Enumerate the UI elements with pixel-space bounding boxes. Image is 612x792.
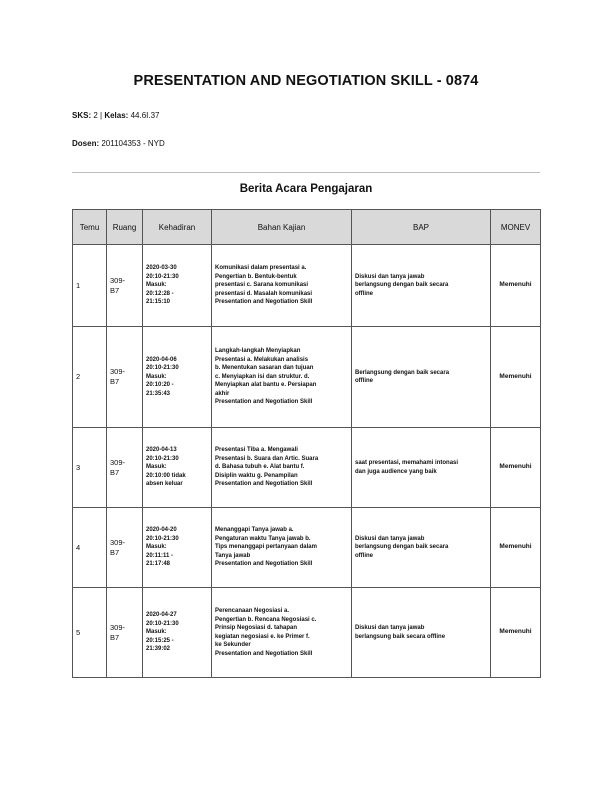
sks-value: 2 | [91, 111, 105, 120]
cell-bap-line: Diskusi dan tanya jawab [355, 625, 425, 631]
column-header-temu: Temu [73, 210, 107, 245]
cell-bahan-kajian [212, 428, 352, 508]
cell-bahan-kajian-line: Presentation and Negotiation Skill [215, 299, 313, 306]
cell-ruang-line: 309- [110, 622, 126, 632]
divider [72, 172, 540, 173]
cell-bap-line: berlangsung baik secara offline [355, 633, 446, 640]
cell-bahan-kajian-line: Pengertian b. Rencana Negosiasi c. [215, 616, 317, 623]
cell-bahan-kajian [212, 245, 352, 327]
column-header-bap: BAP [352, 210, 491, 245]
cell-ruang-line: 309- [110, 275, 126, 285]
cell-ruang-line: B7 [110, 467, 120, 477]
cell-kehadiran [143, 245, 212, 327]
cell-monev: Memenuhi [491, 508, 541, 588]
cell-ruang-line: B7 [110, 285, 120, 295]
cell-bahan-kajian-line: Perencanaan Negosiasi a. [215, 608, 290, 614]
cell-kehadiran-line: 2020-04-20 [146, 527, 177, 534]
cell-ruang-line: B7 [110, 632, 120, 642]
cell-ruang-line: 309- [110, 457, 126, 467]
table-row [73, 508, 541, 588]
cell-bahan-kajian-line: akhir [215, 390, 230, 397]
cell-bap-line: berlangsung dengan baik secara [355, 282, 449, 289]
cell-kehadiran [143, 588, 212, 678]
cell-bap-line: offline [355, 290, 373, 297]
cell-kehadiran [143, 327, 212, 428]
column-header-ruang: Ruang [107, 210, 143, 245]
cell-bap-line: offline [355, 552, 373, 559]
cell-bap [352, 245, 491, 327]
table-row [73, 327, 541, 428]
cell-monev: Memenuhi [491, 327, 541, 428]
cell-bahan-kajian-line: Presentation and Negotiation Skill [215, 561, 313, 568]
cell-kehadiran-line: Masuk: [146, 373, 167, 380]
sks-label: SKS: [72, 111, 92, 120]
cell-bap-line: berlangsung dengan baik secara [355, 544, 449, 551]
cell-kehadiran-line: 20:10-21:30 [146, 455, 179, 462]
cell-temu: 4 [73, 508, 107, 588]
cell-bap-line: offline [355, 378, 373, 384]
cell-temu: 1 [73, 245, 107, 327]
cell-ruang [107, 508, 143, 588]
cell-bahan-kajian-line: ke Sekunder [215, 642, 251, 648]
cell-ruang [107, 245, 143, 327]
cell-bap [352, 428, 491, 508]
section-title: Berita Acara Pengajaran [239, 183, 373, 195]
cell-bahan-kajian-line: Disiplin waktu g. Penampilan [215, 472, 298, 479]
cell-temu: 2 [73, 327, 107, 428]
cell-kehadiran [143, 428, 212, 508]
cell-kehadiran-line: absen keluar [146, 481, 183, 488]
cell-bahan-kajian-line: Presentation and Negotiation Skill [215, 650, 313, 657]
cell-kehadiran-line: 21:39:02 [146, 646, 171, 653]
table-row [73, 428, 541, 508]
cell-kehadiran-line: 20:10:20 - [146, 382, 174, 389]
cell-kehadiran-line: 2020-03-30 [146, 265, 177, 272]
cell-bap [352, 327, 491, 428]
column-header-monev: MONEV [491, 210, 541, 245]
cell-monev: Memenuhi [491, 428, 541, 508]
cell-kehadiran-line: 21:17:48 [146, 561, 171, 568]
kelas-label: Kelas: [104, 111, 129, 120]
column-header-bahan-kajian: Bahan Kajian [212, 210, 352, 245]
cell-bap [352, 588, 491, 678]
cell-ruang-line: B7 [110, 547, 120, 557]
cell-bahan-kajian-line: Presentasi b. Suara dan Artic. Suara [215, 455, 319, 462]
cell-kehadiran-line: 20:11:11 - [146, 552, 174, 559]
cell-bahan-kajian-line: Presentasi a. Melakukan analisis [215, 356, 309, 363]
cell-bahan-kajian-line: Komunikasi dalam presentasi a. [215, 265, 307, 272]
cell-bahan-kajian [212, 327, 352, 428]
table-row [73, 588, 541, 678]
table-body [73, 245, 541, 678]
cell-bahan-kajian-line: c. Menyiapkan isi dan struktur. d. [215, 373, 310, 380]
cell-bahan-kajian [212, 508, 352, 588]
cell-monev: Memenuhi [491, 588, 541, 678]
cell-kehadiran-line: 21:15:10 [146, 299, 171, 306]
bap-table [72, 209, 541, 678]
cell-ruang [107, 327, 143, 428]
cell-bap-line: saat presentasi, memahami intonasi [355, 460, 459, 466]
cell-ruang-line: 309- [110, 537, 126, 547]
cell-kehadiran-line: Masuk: [146, 282, 167, 289]
table-row [73, 245, 541, 327]
cell-bahan-kajian-line: b. Menentukan sasaran dan tujuan [215, 365, 314, 372]
cell-kehadiran-line: 20:10-21:30 [146, 535, 179, 542]
cell-bahan-kajian-line: d. Bahasa tubuh e. Alat bantu f. [215, 464, 305, 471]
cell-bap-line: Diskusi dan tanya jawab [355, 535, 425, 542]
cell-bap-line: Diskusi dan tanya jawab [355, 273, 425, 280]
kelas-value: 44.6I.37 [128, 111, 160, 120]
cell-bahan-kajian-line: kegiatan negosiasi e. ke Primer f. [215, 633, 310, 640]
cell-ruang [107, 588, 143, 678]
dosen-value: 201104353 - NYD [99, 139, 165, 148]
cell-ruang-line: 309- [110, 367, 126, 376]
cell-kehadiran-line: 2020-04-06 [146, 356, 177, 363]
cell-bahan-kajian-line: Tips menanggapi pertanyaan dalam [215, 544, 317, 551]
cell-kehadiran-line: 20:10:00 tidak [146, 472, 186, 479]
cell-bahan-kajian-line: Prinsip Negosiasi d. tahapan [215, 625, 298, 631]
cell-kehadiran-line: 21:35:43 [146, 390, 171, 397]
cell-bahan-kajian-line: Presentation and Negotiation Skill [215, 399, 313, 406]
cell-bap [352, 508, 491, 588]
cell-kehadiran-line: Masuk: [146, 544, 167, 551]
cell-bahan-kajian-line: Menanggapi Tanya jawab a. [215, 527, 294, 534]
cell-bahan-kajian-line: Presentation and Negotiation Skill [215, 481, 313, 488]
cell-kehadiran-line: 20:15:25 - [146, 637, 174, 644]
cell-kehadiran-line: 20:10-21:30 [146, 273, 179, 280]
cell-kehadiran-line: 2020-04-27 [146, 612, 177, 619]
dosen-label: Dosen: [72, 139, 100, 148]
cell-temu: 5 [73, 588, 107, 678]
cell-kehadiran-line: 20:12:28 - [146, 290, 174, 297]
cell-kehadiran-line: 2020-04-13 [146, 447, 177, 454]
cell-kehadiran [143, 508, 212, 588]
cell-bahan-kajian-line: Langkah-langkah Menyiapkan [215, 348, 301, 355]
column-header-kehadiran: Kehadiran [143, 210, 212, 245]
course-title: PRESENTATION AND NEGOTIATION SKILL - 0874 [133, 73, 479, 89]
cell-bahan-kajian [212, 588, 352, 678]
cell-bahan-kajian-line: presentasi d. Masalah komunikasi [215, 290, 313, 297]
cell-kehadiran-line: Masuk: [146, 629, 167, 636]
cell-bap-line: Berlangsung dengan baik secara [355, 369, 450, 376]
cell-monev: Memenuhi [491, 245, 541, 327]
cell-ruang-line: B7 [110, 377, 120, 386]
course-meta [72, 111, 159, 120]
cell-kehadiran-line: 20:10-21:30 [146, 620, 179, 627]
cell-bahan-kajian-line: presentasi c. Sarana komunikasi [215, 282, 309, 289]
cell-temu: 3 [73, 428, 107, 508]
cell-kehadiran-line: Masuk: [146, 464, 167, 471]
cell-bahan-kajian-line: Pengertian b. Bentuk-bentuk [215, 273, 297, 280]
cell-ruang [107, 428, 143, 508]
cell-bahan-kajian-line: Menyiapkan alat bantu e. Persiapan [215, 382, 317, 389]
cell-bap-line: dan juga audience yang baik [355, 468, 437, 475]
cell-bahan-kajian-line: Pengaturan waktu Tanya jawab b. [215, 535, 311, 542]
table-header-row [73, 210, 541, 245]
cell-bahan-kajian-line: Tanya jawab [215, 552, 251, 559]
cell-bahan-kajian-line: Presentasi Tiba a. Mengawali [215, 447, 298, 454]
cell-kehadiran-line: 20:10-21:30 [146, 365, 179, 372]
lecturer-meta [72, 139, 165, 148]
